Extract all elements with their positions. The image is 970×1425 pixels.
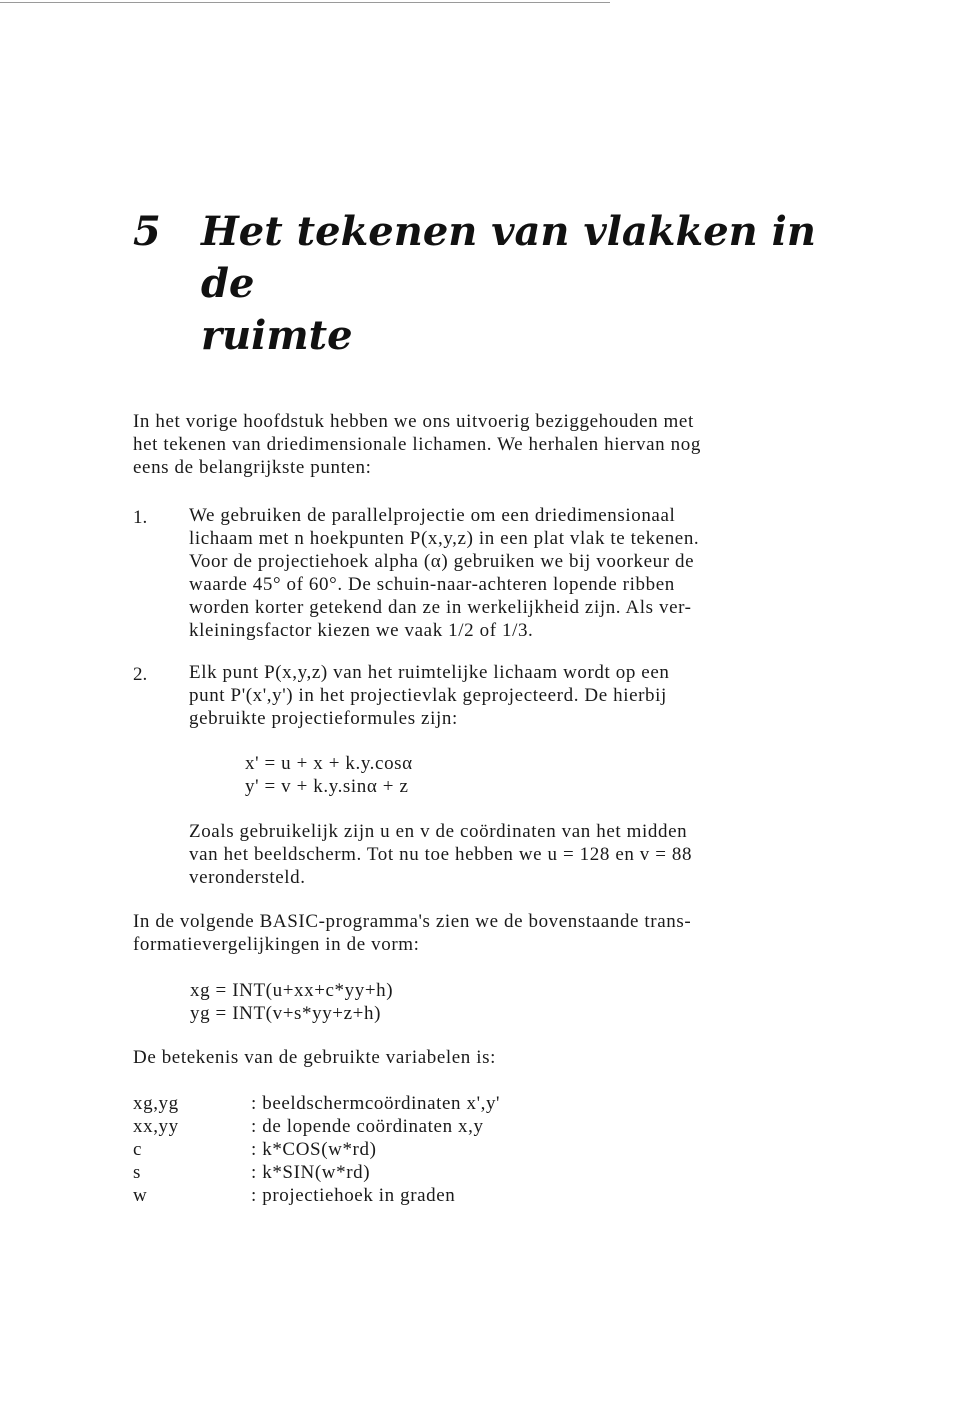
text-line: eens de belangrijkste punten: [133, 457, 372, 478]
intro-paragraph [133, 410, 701, 479]
scan-edge-line [0, 2, 610, 3]
list-number: 1. [133, 507, 148, 528]
text-line: We gebruiken de parallelprojectie om een driedimensionaal [189, 505, 676, 526]
text-line: het tekenen van driedimensionale lichamen. We herhalen hiervan nog [133, 434, 701, 455]
text-line: kleiningsfactor kiezen we vaak 1/2 of 1/3. [189, 620, 534, 641]
variables-intro [133, 1046, 496, 1069]
text-line: In de volgende BASIC-programma's zien we de bovenstaande trans- [133, 911, 692, 932]
variable-term: c [133, 1139, 143, 1160]
text-line: In het vorige hoofdstuk hebben we ons uitvoerig beziggehouden met [133, 411, 694, 432]
variable-term: xg,yg [133, 1093, 179, 1114]
basic-formulas [190, 979, 393, 1025]
list-item-2 [189, 661, 669, 730]
text-line: punt P'(x',y') in het projectievlak geprojecteerd. De hierbij [189, 685, 667, 706]
variable-description: : de lopende coördinaten x,y [251, 1116, 484, 1137]
chapter-number: 5 [133, 208, 161, 255]
text-line: gebruikte projectieformules zijn: [189, 708, 458, 729]
text-line: formatievergelijkingen in de vorm: [133, 934, 420, 955]
text-line: Zoals gebruikelijk zijn u en v de coördinaten van het midden [189, 821, 688, 842]
formula-line: x' = u + x + k.y.cosα [245, 753, 413, 774]
variable-description: : k*COS(w*rd) [251, 1139, 377, 1160]
variable-term: xx,yy [133, 1116, 179, 1137]
text-line: worden korter getekend dan ze in werkelijkheid zijn. Als ver- [189, 597, 692, 618]
text-line: waarde 45° of 60°. De schuin-naar-achteren lopende ribben [189, 574, 675, 595]
variable-description: : projectiehoek in graden [251, 1185, 456, 1206]
chapter-title-line: Het tekenen van vlakken in de [201, 208, 816, 307]
text-line: lichaam met n hoekpunten P(x,y,z) in een plat vlak te tekenen. [189, 528, 700, 549]
text-line: Voor de projectiehoek alpha (α) gebruiken we bij voorkeur de [189, 551, 695, 572]
projection-formulas [245, 752, 413, 798]
formula-line: y' = v + k.y.sinα + z [245, 776, 409, 797]
variable-term: s [133, 1162, 141, 1183]
text-line: Elk punt P(x,y,z) van het ruimtelijke lichaam wordt op een [189, 662, 670, 683]
formula-line: yg = INT(v+s*yy+z+h) [190, 1003, 381, 1024]
variable-description: : beeldschermcoördinaten x',y' [251, 1093, 501, 1114]
basic-intro-paragraph [133, 910, 691, 956]
text-line: De betekenis van de gebruikte variabelen is: [133, 1047, 496, 1068]
list-item-1 [189, 504, 699, 642]
text-line: van het beeldscherm. Tot nu toe hebben we u = 128 en v = 88 [189, 844, 693, 865]
chapter-title-line: ruimte [201, 312, 353, 359]
list-number: 2. [133, 664, 148, 685]
variable-description: : k*SIN(w*rd) [251, 1162, 371, 1183]
variable-term: w [133, 1185, 148, 1206]
list-item-2-continuation [189, 820, 692, 889]
chapter-title [201, 206, 881, 362]
text-line: verondersteld. [189, 867, 306, 888]
formula-line: xg = INT(u+xx+c*yy+h) [190, 980, 394, 1001]
